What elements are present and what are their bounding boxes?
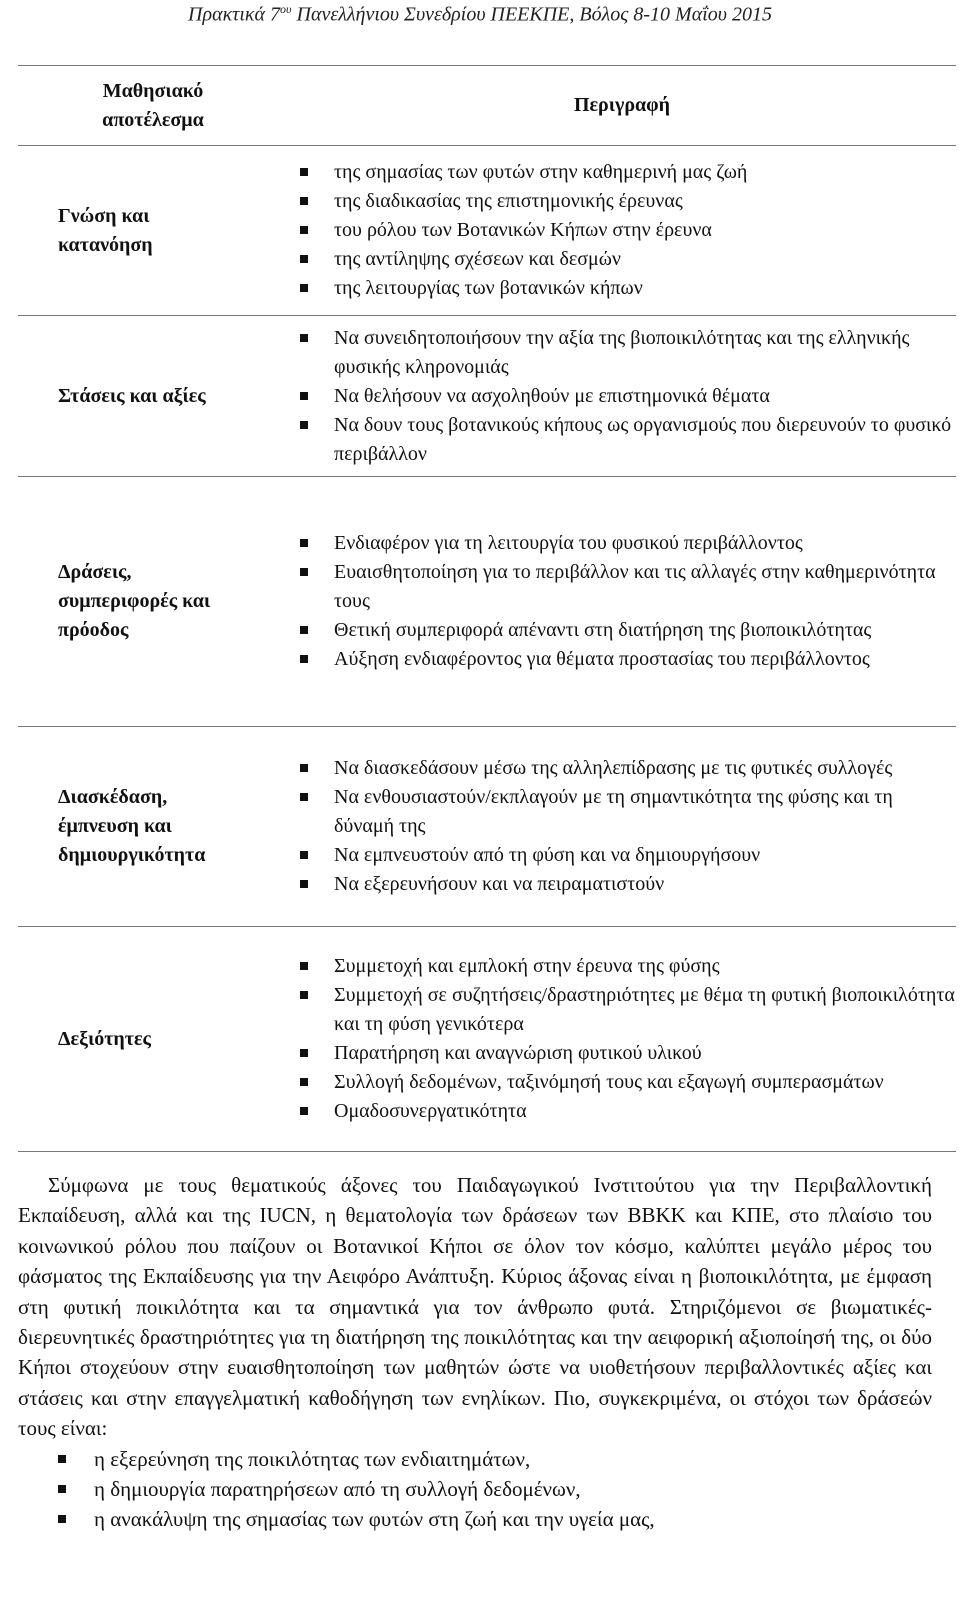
table-row — [18, 927, 956, 1152]
table-row — [18, 316, 956, 477]
list-item: Θετική συμπεριφορά απέναντι στη διατήρηση της βιοποικιλότητας — [288, 616, 956, 645]
description-cell — [288, 146, 956, 316]
learning-outcomes-table — [18, 65, 956, 1152]
list-item: Να ενθουσιαστούν/εκπλαγούν με τη σημαντικότητα της φύσης και τη δύναμή της — [288, 783, 956, 841]
goals-list — [18, 1444, 932, 1535]
list-item: Να θελήσουν να ασχοληθούν με επιστημονικά θέματα — [288, 382, 956, 411]
list-item: της διαδικασίας της επιστημονικής έρευνας — [288, 187, 956, 216]
bullet-list — [288, 324, 956, 469]
bullet-list — [288, 529, 956, 674]
list-item: της σημασίας των φυτών στην καθημερινή μας ζωή — [288, 158, 956, 187]
list-item: Να εξερευνήσουν και να πειραματιστούν — [288, 870, 956, 899]
list-item: Συμμετοχή και εμπλοκή στην έρευνα της φύσης — [288, 952, 956, 981]
list-item: Να διασκεδάσουν μέσω της αλληλεπίδρασης με τις φυτικές συλλογές — [288, 754, 956, 783]
list-item: Ενδιαφέρον για τη λειτουργία του φυσικού περιβάλλοντος — [288, 529, 956, 558]
list-item: Συμμετοχή σε συζητήσεις/δραστηριότητες με θέμα τη φυτική βιοποικιλότητα και τη φύση γενικότερα — [288, 981, 956, 1039]
running-header: Πρακτικά $7^{o\upsilon}$ Πανελλήνιου Συνεδρίου ΠΕΕΚΠΕ, Βόλος 8-10 Μαΐου 2015 — [188, 2, 772, 26]
outcome-label: Στάσεις και αξίες — [18, 316, 288, 477]
list-item: Αύξηση ενδιαφέροντος για θέματα προστασίας του περιβάλλοντος — [288, 645, 956, 674]
outcome-label: Δεξιότητες — [18, 927, 288, 1152]
table-row — [18, 146, 956, 316]
list-item: Ομαδοσυνεργατικότητα — [288, 1097, 956, 1126]
header-description-cell: Περιγραφή — [288, 66, 956, 146]
table-header-row — [18, 66, 956, 146]
bullet-list — [288, 754, 956, 899]
description-cell — [288, 727, 956, 927]
list-item: η εξερεύνηση της ποικιλότητας των ενδιαιτημάτων, — [18, 1444, 932, 1474]
table-row — [18, 477, 956, 727]
list-item: Παρατήρηση και αναγνώριση φυτικού υλικού — [288, 1039, 956, 1068]
paragraph: Σύμφωνα με τους θεματικούς άξονες του Παιδαγωγικού Ινστιτούτου για την Περιβαλλοντική Εκπαίδευση, αλλά και της IUCN, η θεματολογία των δράσεων των ΒΒΚΚ και ΚΠΕ, στο πλαίσιο του κοινωνικού ρόλου που παίζουν οι Βοτανικοί Κήποι σε όλον τον κόσμο, καλύπτει μεγάλο μέρος του φάσματος της Εκπαίδευσης για την Αειφόρο Ανάπτυξη. Κύριος άξονας είναι η βιοποικιλότητα, με έμφαση στη φυτική ποικιλότητα και τα σημαντικά για τον άνθρωπο φυτά. Στηριζόμενοι σε βιωματικές-διερευνητικές δραστηριότητες για τη διατήρηση της ποικιλότητας και την αειφορική αξιοποίησή της, οι δύο Κήποι στοχεύουν στην ευαισθητοποίηση των μαθητών ώστε να υιοθετήσουν περιβαλλοντικές αξίες και στάσεις και στην επαγγελματική καθοδήγηση των ενηλίκων. Πιο, συγκεκριμένα, οι στόχοι των δράσεών τους είναι: — [18, 1173, 932, 1441]
description-cell — [288, 316, 956, 477]
header-outcome-cell: Μαθησιακό αποτέλεσμα — [18, 66, 288, 146]
description-cell — [288, 477, 956, 727]
list-item: του ρόλου των Βοτανικών Κήπων στην έρευνα — [288, 216, 956, 245]
list-item: της αντίληψης σχέσεων και δεσμών — [288, 245, 956, 274]
list-item: Ευαισθητοποίηση για το περιβάλλον και τις αλλαγές στην καθημερινότητα τους — [288, 558, 956, 616]
description-cell — [288, 927, 956, 1152]
list-item: Να εμπνευστούν από τη φύση και να δημιουργήσουν — [288, 841, 956, 870]
outcome-label: Διασκέδαση, έμπνευση και δημιουργικότητα — [18, 727, 288, 927]
table-row — [18, 727, 956, 927]
list-item: η ανακάλυψη της σημασίας των φυτών στη ζωή και την υγεία μας, — [18, 1504, 932, 1534]
bullet-list — [288, 952, 956, 1126]
body-text — [18, 1170, 932, 1535]
outcome-label: Δράσεις, συμπεριφορές και πρόοδος — [18, 477, 288, 727]
list-item: Συλλογή δεδομένων, ταξινόμησή τους και εξαγωγή συμπερασμάτων — [288, 1068, 956, 1097]
bullet-list — [288, 158, 956, 303]
outcome-label: Γνώση και κατανόηση — [18, 146, 288, 316]
list-item: Να συνειδητοποιήσουν την αξία της βιοποικιλότητας και της ελληνικής φυσικής κληρονομιάς — [288, 324, 956, 382]
list-item: Να δουν τους βοτανικούς κήπους ως οργανισμούς που διερευνούν το φυσικό περιβάλλον — [288, 411, 956, 469]
list-item: η δημιουργία παρατηρήσεων από τη συλλογή δεδομένων, — [18, 1474, 932, 1504]
list-item: της λειτουργίας των βοτανικών κήπων — [288, 274, 956, 303]
